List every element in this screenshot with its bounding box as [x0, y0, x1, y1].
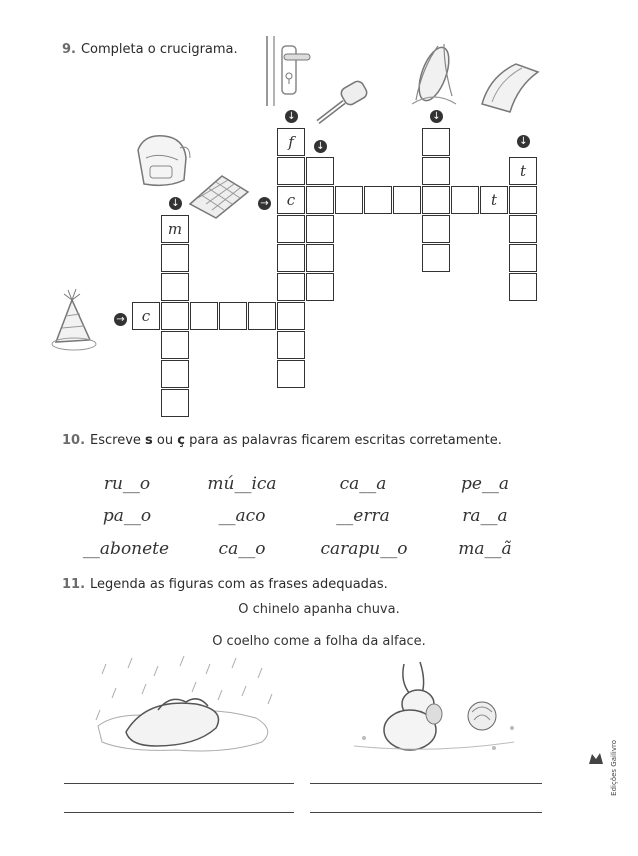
fill-word[interactable]: carapu__o — [320, 539, 408, 559]
crossword-cell[interactable] — [509, 244, 537, 272]
crossword-cell[interactable] — [509, 273, 537, 301]
crossword-cell[interactable] — [277, 331, 305, 359]
rabbit-lettuce-illustration — [344, 654, 524, 758]
publisher-logo-icon — [588, 752, 604, 766]
crossword-cell[interactable] — [161, 273, 189, 301]
crossword-cell[interactable]: c — [277, 186, 305, 214]
door-handle-icon — [262, 36, 312, 108]
arrow-right-icon: → — [258, 197, 271, 210]
answer-line[interactable] — [64, 812, 294, 813]
crossword-cell[interactable] — [306, 244, 334, 272]
roof-tile-icon — [476, 56, 546, 114]
crossword-cell[interactable] — [248, 302, 276, 330]
crossword-cell[interactable] — [422, 157, 450, 185]
publisher-credit: Edições Gailivro — [610, 740, 618, 796]
fill-word[interactable]: pe__a — [460, 474, 510, 494]
crossword-cell[interactable] — [509, 186, 537, 214]
crossword-cell[interactable] — [161, 331, 189, 359]
crossword-cell[interactable] — [422, 186, 450, 214]
crossword-cell[interactable] — [509, 215, 537, 243]
crossword-cell[interactable] — [422, 128, 450, 156]
q10-heading — [62, 433, 502, 448]
crossword-cell[interactable]: t — [480, 186, 508, 214]
arrow-down-icon: ↓ — [517, 135, 530, 148]
arrow-down-icon: ↓ — [430, 110, 443, 123]
answer-line[interactable] — [64, 783, 294, 784]
key-icon — [312, 80, 370, 128]
crossword-cell[interactable] — [306, 157, 334, 185]
backpack-icon — [128, 130, 194, 192]
crossword-cell[interactable] — [393, 186, 421, 214]
answer-line[interactable] — [310, 812, 542, 813]
arrow-down-icon: ↓ — [314, 140, 327, 153]
q11-number: 11. — [62, 577, 86, 592]
fill-word[interactable]: __abonete — [82, 539, 170, 559]
q10-number: 10. — [62, 433, 86, 448]
crossword-cell[interactable] — [335, 186, 363, 214]
crossword-cell[interactable] — [219, 302, 247, 330]
fill-word[interactable]: mú__ica — [207, 474, 277, 494]
crossword-cell[interactable] — [451, 186, 479, 214]
crossword-cell[interactable] — [277, 157, 305, 185]
q11-instruction: Legenda as figuras com as frases adequadas. — [90, 577, 388, 592]
waffle-icon — [186, 170, 252, 222]
crossword-cell[interactable] — [364, 186, 392, 214]
crossword-cell[interactable] — [161, 360, 189, 388]
q9-number: 9. — [62, 42, 76, 57]
crossword-cell[interactable] — [277, 302, 305, 330]
crossword-cell[interactable] — [277, 244, 305, 272]
sentence-option[interactable]: O chinelo apanha chuva. — [238, 602, 400, 617]
crossword-cell[interactable] — [306, 215, 334, 243]
fill-word[interactable]: ru__o — [103, 474, 151, 494]
crossword-cell[interactable] — [161, 302, 189, 330]
crossword-cell[interactable] — [422, 244, 450, 272]
crossword-cell[interactable]: c — [132, 302, 160, 330]
fill-word[interactable]: __aco — [218, 506, 266, 526]
slipper-rain-illustration — [86, 654, 286, 758]
crossword-cell[interactable] — [306, 273, 334, 301]
fill-word[interactable]: ca__a — [339, 474, 387, 494]
arrow-down-icon: ↓ — [169, 197, 182, 210]
crossword-cell[interactable] — [277, 215, 305, 243]
fill-word[interactable]: ca__o — [218, 539, 266, 559]
crossword-cell[interactable] — [306, 186, 334, 214]
fill-word[interactable]: pa__o — [102, 506, 152, 526]
fill-word[interactable]: __erra — [336, 506, 390, 526]
fill-word[interactable]: ma__ã — [458, 539, 512, 559]
sentence-option[interactable]: O coelho come a folha da alface. — [212, 634, 426, 649]
fill-word[interactable]: ra__a — [462, 506, 508, 526]
crossword-cell[interactable] — [161, 244, 189, 272]
arrow-down-icon: ↓ — [285, 110, 298, 123]
crossword-cell[interactable]: t — [509, 157, 537, 185]
party-hat-icon — [46, 286, 100, 356]
q9-instruction: Completa o crucigrama. — [80, 42, 238, 57]
arrow-right-icon: → — [114, 313, 127, 326]
crossword-cell[interactable] — [161, 389, 189, 417]
q10-instruction: Escreve s ou ç para as palavras ficarem escritas corretamente. — [90, 433, 502, 448]
answer-line[interactable] — [310, 783, 542, 784]
q11-heading — [62, 577, 388, 592]
crossword-cell[interactable]: f — [277, 128, 305, 156]
crossword-cell[interactable] — [422, 215, 450, 243]
corn-icon — [408, 38, 460, 108]
crossword-cell[interactable] — [277, 360, 305, 388]
crossword-cell[interactable] — [190, 302, 218, 330]
crossword-cell[interactable] — [277, 273, 305, 301]
crossword-cell[interactable]: m — [161, 215, 189, 243]
